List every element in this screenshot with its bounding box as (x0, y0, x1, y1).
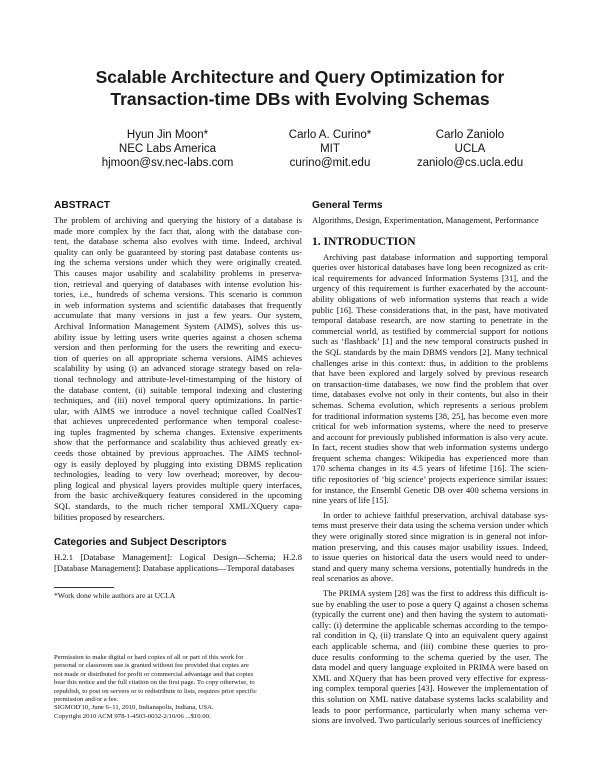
intro-line: tific repositories of ‘big science’ projects experience similar issues: (312, 474, 548, 485)
intro-line: public [16]. These considerations that, in the past, have motivated (312, 304, 548, 315)
permission-line: not made or distributed for profit or commercial advantage and that copies (54, 670, 254, 678)
intro-line: ical requirements for advanced Information Systems [31], and the (312, 272, 548, 283)
abstract-line: from the basic archive&query features considered in the upcoming (54, 490, 302, 501)
abstract-line: version and then performing for the users the rewriting and execu- (54, 342, 302, 353)
abstract-line: tion of queries on all appropriate schema versions. AIMS achieves (54, 352, 302, 363)
categories-heading: Categories and Subject Descriptors (54, 537, 227, 549)
permission-line: Copyright 2010 ACM 978-1-4503-0032-2/10/06 ...$10.00. (54, 712, 211, 720)
abstract-line: ceeds those obtained by previous approaches. The AIMS technol- (54, 448, 302, 459)
abstract-line: techniques, and (iii) novel temporal query optimizations. In partic- (54, 395, 302, 406)
permission-line: personal or classroom use is granted without fee provided that copies are (54, 662, 249, 670)
permission-line: bear this notice and the full citation on the first page. To copy otherwise, to (54, 679, 255, 687)
abstract-line: This causes major usability and scalability problems in preserva- (54, 267, 302, 278)
abstract-line: Archival Information Management System (AIMS), solves this us- (54, 320, 302, 331)
intro-line: they were originally stored since migration is in general not infor- (312, 531, 548, 542)
intro-line: ability obligations of web information systems that reach a wide (312, 293, 548, 304)
intro-line: urgency of this requirement is further exacerbated by the account- (312, 283, 548, 294)
author-email: zaniolo@cs.ucla.edu (416, 157, 524, 169)
author-email: curino@mit.edu (289, 157, 371, 169)
intro-line: (typically the current one) and then having the system to automati- (312, 609, 548, 620)
intro-line: for traditional information systems [38, 25], has become even more (312, 410, 548, 421)
abstract-body (54, 215, 302, 522)
abstract-line: ing the schema versions under which they were originally created. (54, 257, 302, 268)
intro-line: sue by enabling the user to pose a query Q against a chosen schema (312, 598, 548, 609)
author-block-1 (95, 128, 240, 170)
abstract-line: ogy is easily deployed by plugging into existing DBMS replication (54, 458, 302, 469)
categories-line: [Database Management]: Database applications—Temporal databases (54, 562, 295, 573)
right-column (312, 199, 548, 726)
abstract-line: bilities proposed by researchers. (54, 511, 165, 522)
intro-line: that have been explored and largely solved by previous research (312, 368, 548, 379)
intro-paragraph-3 (312, 588, 548, 726)
permission-line: SIGMOD'10, June 6–11, 2010, Indianapolis, Indiana, USA. (54, 704, 214, 712)
intro-line: this solution on XML native database systems lacks scalability and (312, 693, 548, 704)
abstract-line: SQL standards, to the much richer temporal XML/XQuery capa- (54, 501, 302, 512)
intro-line: 170 schema changes in its 4.5 years of lifetime [16]. The scien- (312, 463, 548, 474)
intro-line: XML and XQuery that has been proved very effective for express- (312, 672, 548, 683)
abstract-line: scalability by using (i) an advanced storage strategy based on rela- (54, 363, 302, 374)
intro-line: critical for web information systems, where the need to preserve (312, 421, 548, 432)
intro-line: stand and query many schema versions, potentially hundreds in the (312, 562, 548, 573)
abstract-line: accumulate that many versions in just a few years. Our system, (54, 310, 302, 321)
author-affiliation: UCLA (454, 143, 486, 155)
abstract-line: show that the performance and scalability thus achieved greatly ex- (54, 437, 302, 448)
author-name: Hyun Jin Moon* (126, 129, 209, 141)
abstract-line: tion, retrieval and querying of databases with intense evolution his- (54, 278, 302, 289)
abstract-line: quality can only be guaranteed by storing past database contents us- (54, 246, 302, 257)
intro-line: The PRIMA system [28] was the first to address this difficult is- (323, 588, 548, 598)
left-column (54, 199, 302, 601)
introduction-heading: 1. INTRODUCTION (312, 235, 416, 248)
intro-line: sions are involved. Two particularly serious sources of inefficiency (312, 715, 543, 726)
intro-line: cally: (i) determine the applicable schemas according to the tempo- (312, 619, 548, 630)
intro-line: ing complex temporal queries [43]. However the implementation of (312, 683, 548, 694)
permission-line: republish, to post on servers or to redistribute to lists, requires prior specific (54, 687, 257, 695)
abstract-line: ing tuples fragmented by schema changes. Extensive experiments (54, 426, 302, 437)
permission-line: permission and/or a fee. (54, 696, 119, 704)
intro-line: and account for previously published information is also very acute. (312, 431, 548, 442)
footnote-rule (54, 587, 114, 588)
intro-line: tems must preserve their data using the schema version under which (312, 520, 548, 531)
abstract-line: ability issue by letting users write queries against a chosen schema (54, 331, 302, 342)
intro-line: In fact, recent studies show that web information systems undergo (312, 442, 548, 453)
author-affiliation: MIT (320, 143, 340, 155)
abstract-line: in web information systems and scientific databases that frequently (54, 299, 302, 310)
author-affiliation: NEC Labs America (118, 143, 217, 155)
categories-line: H.2.1 [Database Management]: Logical Design—Schema; H.2.8 (54, 552, 302, 563)
title-line-2: Transaction-time DBs with Evolving Schemas (110, 89, 490, 109)
author-block-2 (270, 128, 390, 170)
intro-paragraph-2 (312, 510, 548, 584)
permission-line: Permission to make digital or hard copies of all or part of this work for (54, 654, 244, 661)
author-name: Carlo A. Curino* (288, 129, 372, 141)
intro-line: leads to poor performance, particularly when many schema ver- (312, 704, 548, 715)
intro-line: temporal database research, are now starting to penetrate in the (312, 315, 548, 326)
author-name: Carlo Zaniolo (435, 129, 505, 141)
intro-line: In order to achieve faithful preservation, archival database sys- (323, 509, 548, 520)
footnote: *Work done while authors are at UCLA (54, 591, 176, 601)
intro-line: such as ‘flashback’ [1] and the new temporal constructs pushed in (312, 336, 548, 347)
intro-line: frequent schema changes: Wikipedia has experienced more than (312, 452, 548, 463)
intro-line: duce results conforming to the schema queried by the user. The (312, 651, 548, 662)
title-line-1: Scalable Architecture and Query Optimization for (95, 67, 505, 87)
general-terms-text: Algorithms, Design, Experimentation, Management, Performance (312, 215, 539, 225)
intro-line: to issue queries on historical data the users would need to under- (312, 552, 548, 563)
general-terms-heading: General Terms (312, 200, 383, 211)
abstract-line: tional technology and attribute-level-timestamping of the history of (54, 373, 302, 384)
intro-line: queries over historical databases have long been recognized as crit- (312, 262, 548, 273)
intro-line: commercial world, as testified by commercial support for notions (312, 325, 548, 336)
intro-line: each applicable schema, and (iii) combine these queries to pro- (312, 640, 548, 651)
abstract-line: that achieves unprecedented performance when temporal coalesc- (54, 416, 302, 427)
abstract-line: the database content, (ii) suitable temporal indexing and clustering (54, 384, 302, 395)
abstract-line: made more complex by the fact that, along with the database con- (54, 225, 302, 236)
intro-line: ral condition in Q, (ii) translate Q into an equivalent query against (312, 630, 548, 641)
abstract-line: technologies, leading to very low overhead; moreover, by decou- (54, 469, 302, 480)
intro-line: real scenarios as above. (312, 573, 394, 584)
intro-line: on transaction-time databases, we now find the problem that over (312, 378, 548, 389)
intro-line: Archiving past database information and supporting temporal (323, 251, 548, 262)
author-email: hjmoon@sv.nec-labs.com (101, 157, 234, 169)
abstract-line: tent, the database schema also evolves with time. Indeed, archival (54, 236, 302, 247)
intro-line: data model and query language exploited in PRIMA were based on (312, 662, 548, 673)
intro-line: nine years of life [15]. (312, 495, 389, 506)
intro-line: challenges arise in this context: thus, in addition to the problems (312, 357, 548, 368)
abstract-line: pling logical and physical layers provides multiple query interfaces, (54, 479, 302, 490)
permission-notice (54, 654, 302, 721)
abstract-line: tories, i.e., hundreds of schema versions. This scenario is common (54, 289, 302, 300)
intro-line: schemas. Schema evolution, which represents a serious problem (312, 399, 548, 410)
intro-line: for instance, the Ensembl Genetic DB over 400 schema versions in (312, 484, 548, 495)
abstract-line: ular, with AIMS we introduce a novel technique called CoalNesT (54, 405, 302, 416)
abstract-line: The problem of archiving and querying the history of a database is (54, 215, 302, 225)
author-block-3 (400, 128, 540, 170)
intro-line: mation preserving, and this causes major usability issues. Indeed, (312, 541, 548, 552)
intro-paragraph-1 (312, 252, 548, 506)
intro-line: time, databases evolve not only in their contents, but also in their (312, 389, 548, 400)
intro-line: the SQL standards by the main DBMS vendors [2]. Many technical (312, 346, 548, 357)
paper-title (0, 66, 600, 110)
abstract-heading: ABSTRACT (54, 200, 111, 211)
